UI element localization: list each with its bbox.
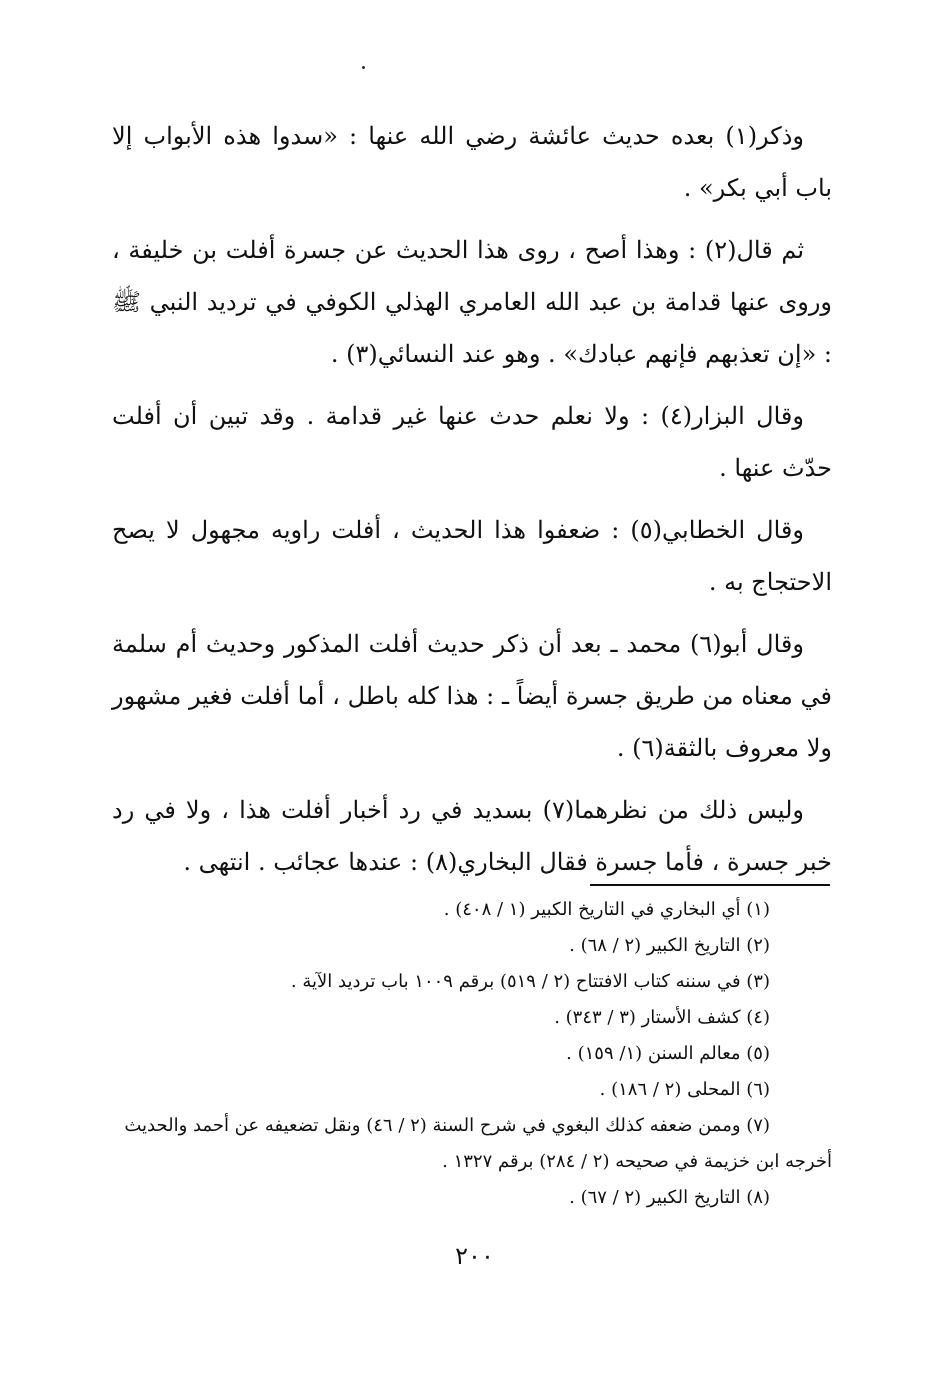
page-number: ٢٠٠ [455, 1242, 494, 1270]
footnote-6: (٦) المحلى (٢ / ١٨٦) . [599, 1079, 770, 1100]
paragraph-2: ثم قال(٢) : وهذا أصح ، روى هذا الحديث عن جسرة أفلت بن خليفة ، وروى عنها قدامة بن عبد الله العامري الهذلي الكوفي في ترديد النبي ﷺ : «إن تعذبهم فإنهم عبادك» . وهو عند النسائي(٣) . [112, 236, 832, 368]
footnotes [112, 892, 832, 1216]
paragraph-3: وقال البزار(٤) : ولا نعلم حدث عنها غير قدامة . وقد تبين أن أفلت حدّث عنها . [112, 402, 832, 482]
footnote-5: (٥) معالم السنن (١/ ١٥٩) . [566, 1043, 770, 1064]
main-text [112, 110, 832, 898]
ink-dot [362, 66, 365, 69]
footnote-3: (٣) في سننه كتاب الافتتاح (٢ / ٥١٩) برقم ١٠٠٩ باب ترديد الآية . [290, 971, 770, 992]
footnote-4: (٤) كشف الأستار (٣ / ٣٤٣) . [554, 1007, 770, 1028]
paragraph-4: وقال الخطابي(٥) : ضعفوا هذا الحديث ، أفلت راويه مجهول لا يصح الاحتجاج به . [112, 516, 832, 596]
footnote-separator [590, 884, 830, 886]
paragraph-1: وذكر(١) بعده حديث عائشة رضي الله عنها : «سدوا هذه الأبواب إلا باب أبي بكر» . [112, 122, 832, 202]
footnote-7: (٧) وممن ضعفه كذلك البغوي في شرح السنة (٢ / ٤٦) ونقل تضعيفه عن أحمد والحديث [124, 1115, 770, 1136]
footnote-2: (٢) التاريخ الكبير (٢ / ٦٨) . [569, 935, 770, 956]
footnote-7-continued: أخرجه ابن خزيمة في صحيحه (٢ / ٢٨٤) برقم ١٣٢٧ . [442, 1151, 832, 1172]
footnote-1: (١) أي البخاري في التاريخ الكبير (١ / ٤٠٨) . [443, 899, 770, 920]
paragraph-6: وليس ذلك من نظرهما(٧) بسديد في رد أخبار أفلت هذا ، ولا في رد خبر جسرة ، فأما جسرة فقال البخاري(٨) : عندها عجائب . انتهى . [112, 796, 832, 876]
footnote-8: (٨) التاريخ الكبير (٢ / ٦٧) . [569, 1187, 770, 1208]
paragraph-5: وقال أبو(٦) محمد ـ بعد أن ذكر حديث أفلت المذكور وحديث أم سلمة في معناه من طريق جسرة أيضاً ـ : هذا كله باطل ، أما أفلت فغير مشهور ولا معروف بالثقة(٦) . [112, 630, 832, 762]
